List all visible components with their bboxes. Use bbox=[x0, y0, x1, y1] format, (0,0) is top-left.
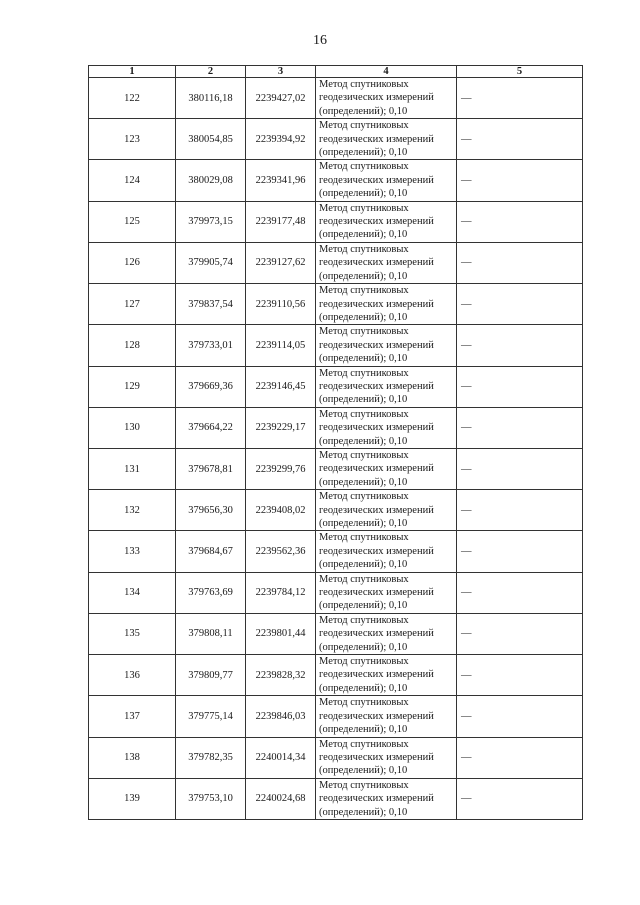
x-coordinate-cell: 379669,36 bbox=[176, 366, 246, 407]
method-text-line: (определений); 0,10 bbox=[319, 765, 408, 777]
method-text-line: (определений); 0,10 bbox=[319, 600, 408, 612]
method-text-line: Метод спутниковых bbox=[319, 573, 409, 585]
method-cell bbox=[316, 778, 457, 819]
method-text-line: (определений); 0,10 bbox=[319, 559, 408, 571]
point-number-cell: 137 bbox=[89, 696, 176, 737]
method-text-line: Метод спутниковых bbox=[319, 120, 409, 132]
method-cell bbox=[316, 325, 457, 366]
method-text-line: (определений); 0,10 bbox=[319, 229, 408, 241]
point-number-cell: 122 bbox=[89, 78, 176, 119]
method-text-line: Метод спутниковых bbox=[319, 738, 409, 750]
point-number-cell: 130 bbox=[89, 407, 176, 448]
column-5-cell: — bbox=[457, 160, 583, 201]
method-text-line: геодезических измерений bbox=[319, 710, 434, 722]
method-text-line: геодезических измерений bbox=[319, 669, 434, 681]
method-text-line: (определений); 0,10 bbox=[319, 641, 408, 653]
column-5-cell: — bbox=[457, 201, 583, 242]
table-header-row bbox=[89, 66, 583, 78]
y-coordinate-cell: 2239146,45 bbox=[246, 366, 316, 407]
column-5-cell: — bbox=[457, 407, 583, 448]
x-coordinate-cell: 379775,14 bbox=[176, 696, 246, 737]
point-number-cell: 138 bbox=[89, 737, 176, 778]
method-text-line: Метод спутниковых bbox=[319, 202, 409, 214]
method-cell bbox=[316, 407, 457, 448]
column-5-cell: — bbox=[457, 325, 583, 366]
column-5-cell: — bbox=[457, 242, 583, 283]
y-coordinate-cell: 2239562,36 bbox=[246, 531, 316, 572]
method-text-line: (определений); 0,10 bbox=[319, 394, 408, 406]
y-coordinate-cell: 2239127,62 bbox=[246, 242, 316, 283]
column-5-cell: — bbox=[457, 284, 583, 325]
x-coordinate-cell: 379837,54 bbox=[176, 284, 246, 325]
method-cell bbox=[316, 242, 457, 283]
method-text-line: (определений); 0,10 bbox=[319, 724, 408, 736]
x-coordinate-cell: 379973,15 bbox=[176, 201, 246, 242]
method-text-line: геодезических измерений bbox=[319, 257, 434, 269]
column-5-cell: — bbox=[457, 366, 583, 407]
method-cell bbox=[316, 448, 457, 489]
y-coordinate-cell: 2239229,17 bbox=[246, 407, 316, 448]
method-cell bbox=[316, 655, 457, 696]
point-number-cell: 125 bbox=[89, 201, 176, 242]
method-text-line: геодезических измерений bbox=[319, 92, 434, 104]
y-coordinate-cell: 2239801,44 bbox=[246, 613, 316, 654]
method-text-line: геодезических измерений bbox=[319, 216, 434, 228]
method-text-line: геодезических измерений bbox=[319, 339, 434, 351]
method-text-line: Метод спутниковых bbox=[319, 326, 409, 338]
column-5-cell: — bbox=[457, 78, 583, 119]
method-text-line: (определений); 0,10 bbox=[319, 188, 408, 200]
method-text-line: геодезических измерений bbox=[319, 298, 434, 310]
y-coordinate-cell: 2239341,96 bbox=[246, 160, 316, 201]
method-cell bbox=[316, 531, 457, 572]
y-coordinate-cell: 2239299,76 bbox=[246, 448, 316, 489]
method-text-line: Метод спутниковых bbox=[319, 285, 409, 297]
header-col-2: 2 bbox=[176, 66, 246, 78]
method-text-line: геодезических измерений bbox=[319, 587, 434, 599]
method-text-line: Метод спутниковых bbox=[319, 408, 409, 420]
point-number-cell: 128 bbox=[89, 325, 176, 366]
x-coordinate-cell: 379733,01 bbox=[176, 325, 246, 366]
method-cell bbox=[316, 696, 457, 737]
method-text-line: Метод спутниковых bbox=[319, 779, 409, 791]
point-number-cell: 134 bbox=[89, 572, 176, 613]
point-number-cell: 136 bbox=[89, 655, 176, 696]
column-5-cell: — bbox=[457, 490, 583, 531]
method-cell bbox=[316, 490, 457, 531]
table-row bbox=[89, 366, 583, 407]
x-coordinate-cell: 379753,10 bbox=[176, 778, 246, 819]
method-text-line: геодезических измерений bbox=[319, 751, 434, 763]
point-number-cell: 129 bbox=[89, 366, 176, 407]
column-5-cell: — bbox=[457, 572, 583, 613]
table-row bbox=[89, 325, 583, 366]
table-row bbox=[89, 531, 583, 572]
point-number-cell: 127 bbox=[89, 284, 176, 325]
x-coordinate-cell: 379656,30 bbox=[176, 490, 246, 531]
y-coordinate-cell: 2240014,34 bbox=[246, 737, 316, 778]
column-5-cell: — bbox=[457, 696, 583, 737]
y-coordinate-cell: 2239394,92 bbox=[246, 119, 316, 160]
x-coordinate-cell: 379905,74 bbox=[176, 242, 246, 283]
x-coordinate-cell: 379684,67 bbox=[176, 531, 246, 572]
x-coordinate-cell: 379782,35 bbox=[176, 737, 246, 778]
method-text-line: геодезических измерений bbox=[319, 793, 434, 805]
method-text-line: геодезических измерений bbox=[319, 422, 434, 434]
point-number-cell: 135 bbox=[89, 613, 176, 654]
y-coordinate-cell: 2240024,68 bbox=[246, 778, 316, 819]
table-row bbox=[89, 778, 583, 819]
method-text-line: (определений); 0,10 bbox=[319, 435, 408, 447]
method-text-line: геодезических измерений bbox=[319, 133, 434, 145]
method-text-line: Метод спутниковых bbox=[319, 161, 409, 173]
method-text-line: Метод спутниковых bbox=[319, 367, 409, 379]
x-coordinate-cell: 379678,81 bbox=[176, 448, 246, 489]
table-row bbox=[89, 407, 583, 448]
y-coordinate-cell: 2239177,48 bbox=[246, 201, 316, 242]
method-cell bbox=[316, 160, 457, 201]
table-row bbox=[89, 655, 583, 696]
table-row bbox=[89, 201, 583, 242]
method-text-line: Метод спутниковых bbox=[319, 697, 409, 709]
column-5-cell: — bbox=[457, 531, 583, 572]
table-row bbox=[89, 448, 583, 489]
method-text-line: Метод спутниковых bbox=[319, 532, 409, 544]
method-cell bbox=[316, 572, 457, 613]
table-row bbox=[89, 284, 583, 325]
method-cell bbox=[316, 201, 457, 242]
method-cell bbox=[316, 613, 457, 654]
method-text-line: (определений); 0,10 bbox=[319, 270, 408, 282]
x-coordinate-cell: 379809,77 bbox=[176, 655, 246, 696]
method-text-line: Метод спутниковых bbox=[319, 656, 409, 668]
column-5-cell: — bbox=[457, 448, 583, 489]
method-text-line: Метод спутниковых bbox=[319, 79, 409, 90]
column-5-cell: — bbox=[457, 655, 583, 696]
table-row bbox=[89, 572, 583, 613]
header-col-4: 4 bbox=[316, 66, 457, 78]
point-number-cell: 132 bbox=[89, 490, 176, 531]
y-coordinate-cell: 2239784,12 bbox=[246, 572, 316, 613]
table-row bbox=[89, 160, 583, 201]
column-5-cell: — bbox=[457, 778, 583, 819]
method-text-line: геодезических измерений bbox=[319, 463, 434, 475]
table-row bbox=[89, 613, 583, 654]
table-row bbox=[89, 696, 583, 737]
method-text-line: (определений); 0,10 bbox=[319, 682, 408, 694]
column-5-cell: — bbox=[457, 613, 583, 654]
method-text-line: (определений); 0,10 bbox=[319, 806, 408, 818]
x-coordinate-cell: 379808,11 bbox=[176, 613, 246, 654]
method-text-line: Метод спутниковых bbox=[319, 614, 409, 626]
y-coordinate-cell: 2239846,03 bbox=[246, 696, 316, 737]
method-text-line: геодезических измерений bbox=[319, 380, 434, 392]
y-coordinate-cell: 2239408,02 bbox=[246, 490, 316, 531]
method-text-line: Метод спутниковых bbox=[319, 449, 409, 461]
method-text-line: (определений); 0,10 bbox=[319, 353, 408, 365]
method-text-line: (определений); 0,10 bbox=[319, 147, 408, 159]
method-text-line: геодезических измерений bbox=[319, 174, 434, 186]
y-coordinate-cell: 2239828,32 bbox=[246, 655, 316, 696]
column-5-cell: — bbox=[457, 119, 583, 160]
table-row bbox=[89, 737, 583, 778]
method-cell bbox=[316, 366, 457, 407]
method-text-line: (определений); 0,10 bbox=[319, 518, 408, 529]
method-text-line: Метод спутниковых bbox=[319, 491, 409, 503]
y-coordinate-cell: 2239110,56 bbox=[246, 284, 316, 325]
column-5-cell: — bbox=[457, 737, 583, 778]
method-text-line: Метод спутниковых bbox=[319, 243, 409, 255]
page-number: 16 bbox=[313, 33, 327, 48]
method-cell bbox=[316, 119, 457, 160]
table-row bbox=[89, 119, 583, 160]
coordinates-table bbox=[88, 65, 583, 820]
point-number-cell: 124 bbox=[89, 160, 176, 201]
y-coordinate-cell: 2239427,02 bbox=[246, 78, 316, 119]
method-text-line: геодезических измерений bbox=[319, 628, 434, 640]
header-col-5: 5 bbox=[457, 66, 583, 78]
point-number-cell: 139 bbox=[89, 778, 176, 819]
x-coordinate-cell: 380054,85 bbox=[176, 119, 246, 160]
point-number-cell: 123 bbox=[89, 119, 176, 160]
x-coordinate-cell: 379763,69 bbox=[176, 572, 246, 613]
method-cell bbox=[316, 284, 457, 325]
point-number-cell: 126 bbox=[89, 242, 176, 283]
method-text-line: геодезических измерений bbox=[319, 504, 434, 516]
method-text-line: (определений); 0,10 bbox=[319, 476, 408, 488]
method-cell bbox=[316, 737, 457, 778]
method-cell bbox=[316, 78, 457, 119]
header-col-1: 1 bbox=[89, 66, 176, 78]
method-text-line: (определений); 0,10 bbox=[319, 105, 408, 117]
y-coordinate-cell: 2239114,05 bbox=[246, 325, 316, 366]
table-row bbox=[89, 78, 583, 119]
point-number-cell: 131 bbox=[89, 448, 176, 489]
x-coordinate-cell: 380116,18 bbox=[176, 78, 246, 119]
table-row bbox=[89, 242, 583, 283]
table-row bbox=[89, 490, 583, 531]
point-number-cell: 133 bbox=[89, 531, 176, 572]
x-coordinate-cell: 379664,22 bbox=[176, 407, 246, 448]
x-coordinate-cell: 380029,08 bbox=[176, 160, 246, 201]
header-col-3: 3 bbox=[246, 66, 316, 78]
method-text-line: (определений); 0,10 bbox=[319, 311, 408, 323]
method-text-line: геодезических измерений bbox=[319, 545, 434, 557]
